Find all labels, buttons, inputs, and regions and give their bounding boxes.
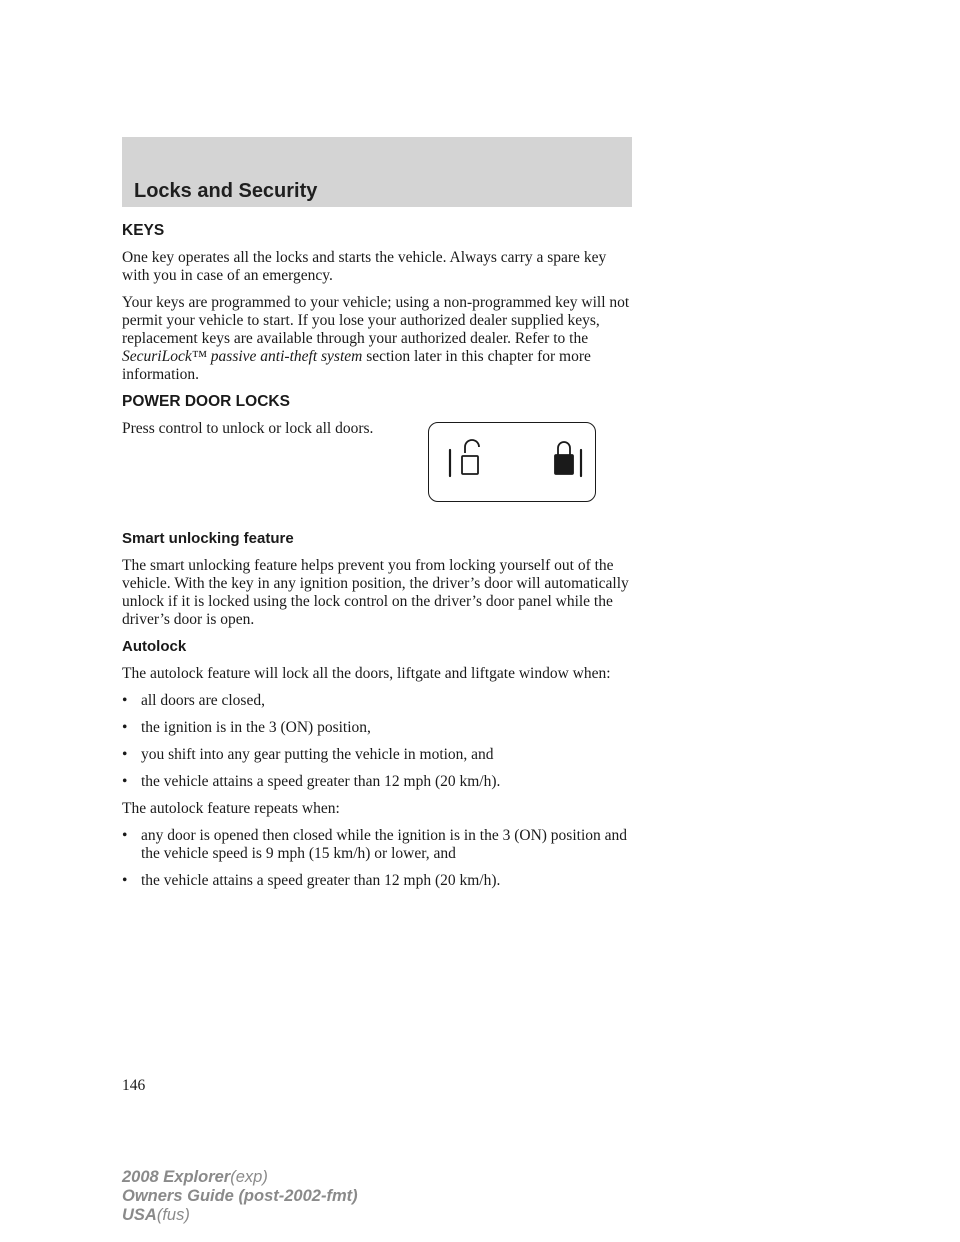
power-locks-text: Press control to unlock or lock all doors. [122, 420, 374, 437]
keys-paragraph-2 [122, 294, 637, 384]
power-locks-heading: POWER DOOR LOCKS [122, 393, 290, 410]
lock-icon [555, 442, 573, 474]
keys-paragraph-1: One key operates all the locks and starts the vehicle. Always carry a spare key with you in case of an emergency. [122, 249, 607, 284]
lock-switch-graphic [429, 423, 597, 503]
document-footer [122, 1168, 358, 1225]
autolock-repeat-list [122, 827, 637, 890]
list-item: • the vehicle attains a speed greater than 12 mph (20 km/h). [122, 872, 501, 889]
bullet-dot: • [122, 692, 128, 709]
unlock-icon [462, 440, 479, 474]
bullet-dot: • [122, 827, 128, 844]
page-content [122, 222, 637, 899]
securilock-reference: SecuriLock™ passive anti-theft system [122, 348, 363, 365]
bullet-dot: • [122, 773, 128, 790]
footer-line-1: 2008 Explorer(exp) [122, 1168, 268, 1186]
list-item: • the ignition is in the 3 (ON) position, [122, 719, 371, 736]
list-item: • all doors are closed, [122, 692, 265, 709]
footer-line-2: Owners Guide (post-2002-fmt) [122, 1187, 358, 1205]
autolock-intro: The autolock feature will lock all the doors, liftgate and liftgate window when: [122, 665, 611, 682]
list-item: • the vehicle attains a speed greater than 12 mph (20 km/h). [122, 773, 501, 790]
autolock-heading: Autolock [122, 638, 187, 655]
power-lock-switch-illustration [428, 422, 596, 502]
bullet-dot: • [122, 719, 128, 736]
autolock-repeat-intro: The autolock feature repeats when: [122, 800, 340, 817]
keys-p2-before: Your keys are programmed to your vehicle; using a non-programmed key will not permit your vehicle to start. If you lose your authorized dealer supplied keys, replacement keys are available through your authorized dealer. Refer to the [122, 294, 630, 347]
page-number: 146 [122, 1077, 146, 1094]
bullet-dot: • [122, 746, 128, 763]
list-item: • any door is opened then closed while the ignition is in the 3 (ON) position and the vehicle speed is 9 mph (15 km/h) or lower, and [122, 827, 628, 862]
keys-heading: KEYS [122, 222, 165, 239]
footer-line-3: USA(fus) [122, 1206, 190, 1224]
bullet-dot: • [122, 872, 128, 889]
smart-unlock-text: The smart unlocking feature helps prevent you from locking yourself out of the vehicle. With the key in any ignition position, the driver’s door will automatically unlock if it is locked using the lock control on the driver’s door panel while the driver’s door is open. [122, 557, 629, 628]
smart-unlock-heading: Smart unlocking feature [122, 530, 294, 547]
section-title: Locks and Security [134, 180, 318, 202]
autolock-conditions-list [122, 692, 637, 791]
list-item: • you shift into any gear putting the vehicle in motion, and [122, 746, 494, 763]
keys-p2-after: section later in this chapter for more information. [122, 348, 591, 383]
